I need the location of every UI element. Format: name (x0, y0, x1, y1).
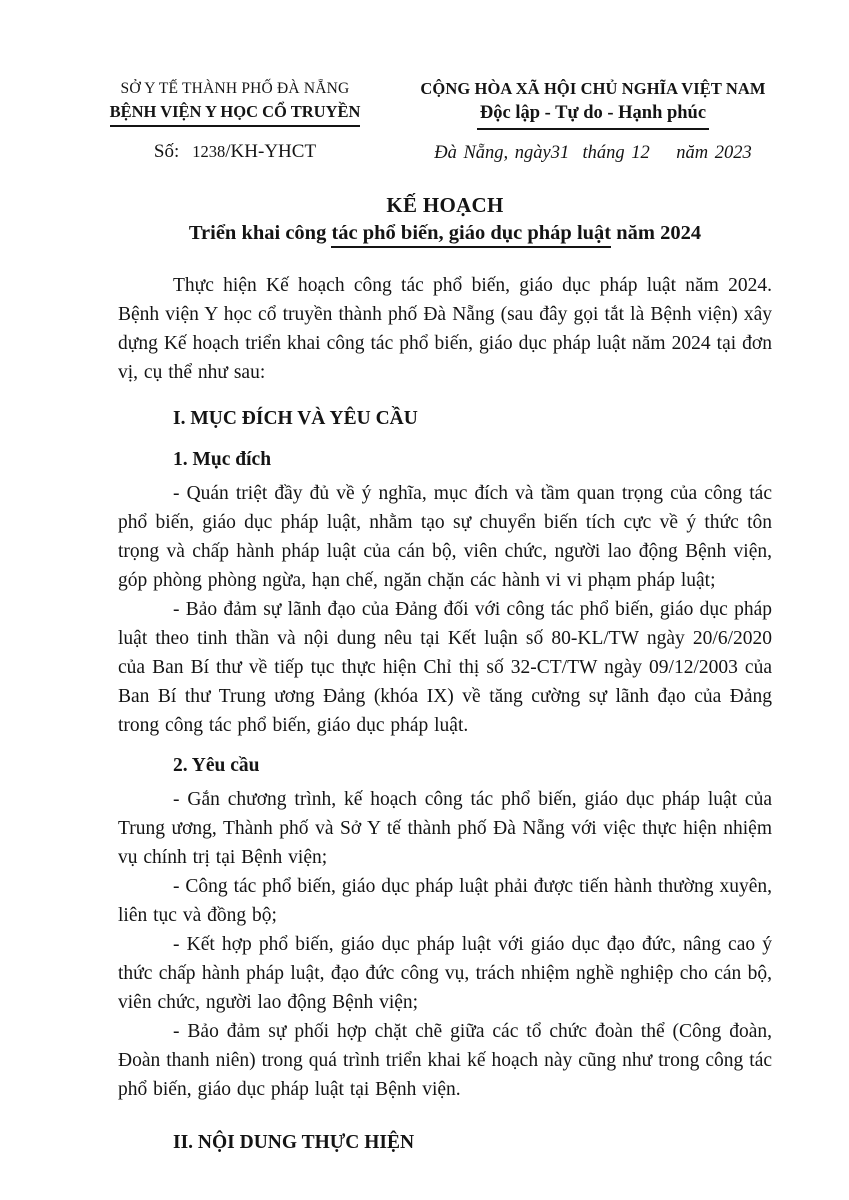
national-motto-line (395, 100, 791, 130)
national-motto: Độc lập - Tự do - Hạnh phúc (477, 100, 709, 130)
section-2-heading: II. NỘI DUNG THỰC HIỆN (173, 1132, 415, 1153)
issuing-org-block (84, 78, 386, 165)
section-1-heading: I. MỤC ĐÍCH VÀ YÊU CẦU (173, 408, 418, 429)
subtitle-pre: Triển khai công (188, 222, 332, 244)
subsection-requirement-heading: 2. Yêu cầu (173, 755, 260, 776)
purpose-paragraph-2: - Bảo đảm sự lãnh đạo của Đảng đối với công tác phổ biến, giáo dục pháp luật theo tinh thần và nội dung nêu tại Kết luận số 80-KL/TW ngày 20/6/2020 của Ban Bí thư về tiếp tục thực hiện Chỉ thị số 32-CT/TW ngày 09/12/2003 của Ban Bí thư Trung ương Đảng (khóa IX) về tăng cường sự lãnh đạo của Đảng trong công tác phổ biến, giáo dục pháp luật. (118, 599, 772, 736)
subtitle-underlined: tác phổ biến, giáo dục pháp luật (331, 222, 611, 248)
document-number-label: Số: (153, 141, 180, 162)
document-header (0, 78, 849, 165)
requirement-paragraph-3: - Kết hợp phổ biến, giáo dục pháp luật với giáo dục đạo đức, nâng cao ý thức chấp hành pháp luật, đạo đức công vụ, trách nhiệm nghề nghiệp cho cán bộ, viên chức, người lao động Bệnh viện; (118, 934, 772, 1013)
document-body (118, 271, 772, 1157)
document-number-symbol: /KH-YHCT (225, 141, 317, 162)
org-name: BỆNH VIỆN Y HỌC CỔ TRUYỀN (110, 100, 361, 127)
requirement-paragraph-1: - Gắn chương trình, kế hoạch công tác phổ biến, giáo dục pháp luật của Trung ương, Thành phố và Sở Y tế thành phố Đà Nẵng với việc thực hiện nhiệm vụ chính trị tại Bệnh viện; (118, 789, 772, 868)
national-header-block (395, 78, 791, 165)
place-and-date: Đà Nẵng, ngày31 tháng 12 năm 2023 (434, 143, 752, 163)
document-number-value: 1238 (192, 142, 226, 161)
requirement-paragraph-2: - Công tác phổ biến, giáo dục pháp luật phải được tiến hành thường xuyên, liên tục và đồng bộ; (118, 876, 772, 926)
intro-paragraph: Thực hiện Kế hoạch công tác phổ biến, giáo dục pháp luật năm 2024. Bệnh viện Y học cổ truyền thành phố Đà Nẵng (sau đây gọi tắt là Bệnh viện) xây dựng Kế hoạch triển khai công tác phổ biến, giáo dục pháp luật năm 2024 tại đơn vị, cụ thể như sau: (118, 275, 772, 383)
document-title: KẾ HOẠCH (386, 193, 504, 217)
purpose-paragraph-1: - Quán triệt đầy đủ về ý nghĩa, mục đích và tầm quan trọng của công tác phổ biến, giáo dục pháp luật, nhằm tạo sự chuyển biến tích cực về ý thức tôn trọng và chấp hành pháp luật của cán bộ, viên chức, người lao động Bệnh viện, góp phòng phòng ngừa, hạn chế, ngăn chặn các hành vi vi phạm pháp luật; (118, 483, 772, 591)
title-block (0, 192, 849, 248)
document-subtitle (118, 219, 772, 248)
document-number-line (84, 140, 386, 164)
subtitle-post: năm 2024 (611, 222, 702, 244)
national-title: CỘNG HÒA XÃ HỘI CHỦ NGHĨA VIỆT NAM (420, 79, 766, 98)
org-name-line (84, 100, 386, 127)
parent-org-name: SỞ Y TẾ THÀNH PHỐ ĐÀ NẴNG (120, 80, 350, 97)
requirement-paragraph-4: - Bảo đảm sự phối hợp chặt chẽ giữa các tổ chức đoàn thể (Công đoàn, Đoàn thanh niên) trong quá trình triển khai kế hoạch này cũng như trong công tác phổ biến, giáo dục pháp luật tại Bệnh viện. (118, 1021, 772, 1100)
subsection-purpose-heading: 1. Mục đích (173, 449, 272, 470)
